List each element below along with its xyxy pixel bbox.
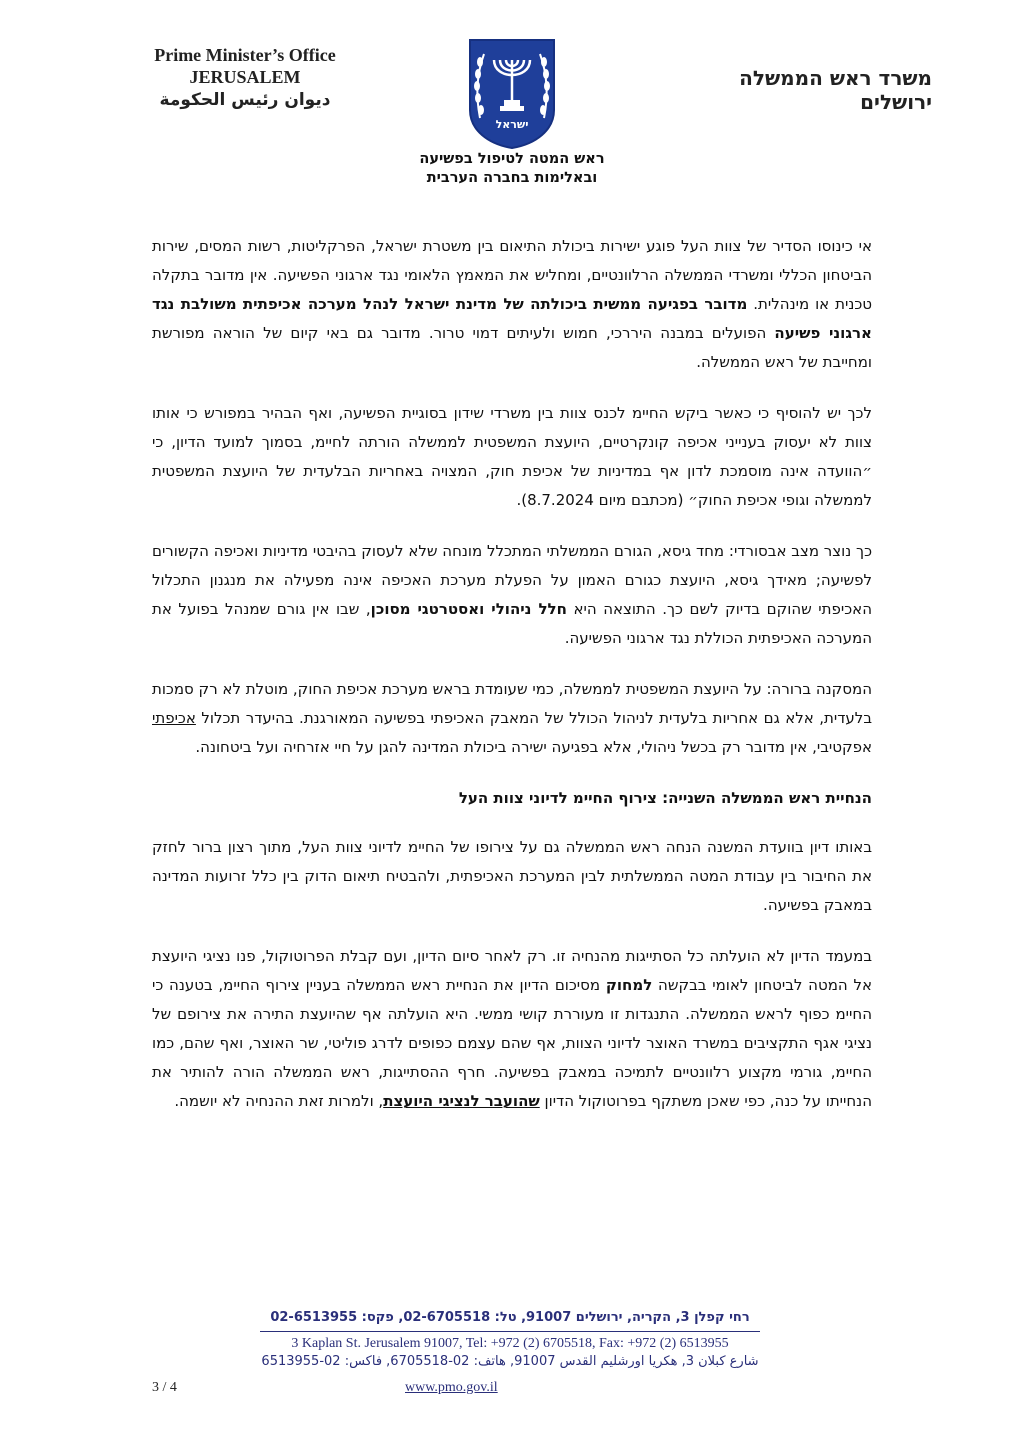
unit-title-line-2: ובאלימות בחברה הערבית — [426, 170, 598, 186]
p1-bold: מדובר בפגיעה ממשית ביכולתה של מדינת ישראל לנהל מערכה אכיפתית משולבת נגד ארגוני פשיעה — [152, 295, 872, 342]
emblem-text: ישראל — [495, 118, 529, 131]
unit-title — [392, 150, 632, 188]
letter-body — [152, 232, 872, 1138]
p4-text-c: אפקטיבי, אין מדובר רק בכשל ניהולי, אלא בפגיעה ישירה ביכולת המדינה להגן על חיי אזרחיה ועל ביטחונה. — [195, 738, 872, 756]
unit-title-line-1: ראש המטה לטיפול בפשיעה — [419, 151, 605, 167]
footer-divider — [260, 1331, 760, 1332]
paragraph-3 — [152, 537, 872, 653]
office-name-he: משרד ראש הממשלה — [739, 66, 932, 90]
footer-address-he: רחי קפלן 3, הקריה, ירושלים 91007, טל: 02-6705518, פקס: 02-6513955 — [270, 1310, 750, 1325]
p6-text-a: במעמד הדיון לא הועלתה כל הסתייגות מהנחיה זו. רק לאחר סיום הדיון, ועם קבלת הפרוטוקול, פנו נציגי היועצת אל המטה לביטחון לאומי בבקשה — [152, 947, 872, 994]
paragraph-6 — [152, 942, 872, 1116]
paragraph-1 — [152, 232, 872, 377]
website-link[interactable]: www.pmo.gov.il — [405, 1380, 498, 1395]
p4-text-a: המסקנה ברורה: על היועצת המשפטית לממשלה, כמי שעומדת בראש מערכת אכיפת החוק, מוטלת לא רק סמכות בלעדית, אלא גם אחריות בלעדית לניהול הכולל של המאבק האכיפתי בפשיעה המאורגנת. בהיעדר תכלול — [151, 680, 872, 727]
header-right-block — [732, 66, 932, 114]
p1-text-a: אי כינוסו הסדיר של צוות העל פוגע ישירות ביכולת התיאום בין משטרת ישראל, הפרקליטות, רשות המסים, שירות הביטחון הכללי ומשרדי הממשלה הרלוונטיים, ומחליש את המאמץ הלאומי נגד ארגוני הפשיעה. אין מדובר בתקלה טכנית או מינהלית. — [152, 237, 872, 313]
section-heading: הנחיית ראש הממשלה השנייה: צירוף החיימ לדיוני צוות העל — [458, 789, 872, 807]
office-name-en: Prime Minister’s Office — [154, 45, 336, 65]
footer-address-en: 3 Kaplan St. Jerusalem 91007, Tel: +972 (2) 6705518, Fax: +972 (2) 6513955 — [291, 1336, 729, 1351]
p4-underline: אכיפתי — [152, 709, 196, 727]
paragraph-5: באותו דיון בוועדת המשנה הנחה ראש הממשלה גם על צירופו של החיימ לדיוני צוות העל, מתוך רצון ברור לחזק את החיבור בין עבודת המטה הממשלתית לבין המערכת האכיפתית, ולהבטיח תיאום הדוק בין כלל זרועות המדינה במאבק בפשיעה. — [152, 838, 872, 914]
p6-bold: למחוק — [605, 976, 653, 994]
city-name-he: ירושלים — [860, 90, 932, 114]
p3-bold: חלל ניהולי ואסטרטגי מסוכן — [370, 600, 567, 618]
p6-text-e: , ולמרות זאת ההנחיה לא יושמה. — [174, 1092, 384, 1110]
p1-text-c: הפועלים במבנה היררכי, חמוש ולעיתים דמוי טרור. מדובר גם באי קיום של הוראה מפורשת ומחייבת של ראש הממשלה. — [152, 324, 872, 371]
p3-text-c: , שבו אין גורם שמנהל בפועל את המערכה האכיפתית הכוללת נגד ארגוני הפשיעה. — [152, 600, 872, 647]
paragraph-4 — [152, 675, 872, 762]
city-name-en: JERUSALEM — [189, 67, 301, 87]
state-emblem-icon — [466, 38, 558, 150]
page-number: 3 / 4 — [152, 1380, 177, 1395]
p3-text-a: כך נוצר מצב אבסורדי: מחד גיסא, הגורם הממשלתי המתכלל מונחה שלא לעסוק בהיבטי מדיניות ואכיפה הקשורים לפשיעה; מאידך גיסא, היועצת כגורם האמון על הפעלת מערכת האכיפה אינה מפעילה את מנגנון התכלול האכיפתי שהוקם בדיוק לשם כך. התוצאה היא — [152, 542, 873, 618]
footer-address — [250, 1308, 770, 1371]
office-name-ar: ديوان رئيس الحكومة — [159, 90, 331, 110]
paragraph-2: לכך יש להוסיף כי כאשר ביקש החיימ לכנס צוות בין משרדי שידון בסוגיית הפשיעה, ואף הבהיר במפורש כי אותו צוות לא יעסוק בענייני אכיפה קונקרטיים, היועצת המשפטית לממשלה הורתה לחיימ, בסמוך למועד הדיון, כי ״הוועדה אינה מוסמכת לדון אף במדיניות של אכיפת חוק, המצויה באחריות הבלעדית של היועצת המשפטית לממשלה וגופי אכיפת החוק״ (מכתבם מיום 8.7.2024). — [152, 404, 872, 509]
header-left-block — [140, 44, 350, 112]
p6-text-c: מסיכום הדיון את הנחיית ראש הממשלה בעניין צירוף החיימ, בטענה כי החיימ כפוף לראש הממשלה. התנגדות זו מעוררת קושי ממשי. היא הועלתה אף שהיועצת התירה את צירופם של נציגי אגף התקציבים במשרד האוצר לדיוני הצוות, אף שהם עצמם כפופים לדרג פוליטי, שר האוצר, ואף שהם, כמו החיימ, גורמי מקצוע רלוונטיים לתמיכה במאבק בפשיעה. חרף ההסתייגות, ראש הממשלה הורה להותיר את הנחייתו על כנה, כפי שאכן משתקף בפרוטוקול הדיון — [152, 976, 872, 1110]
footer-address-ar: شارع كبلان 3, هكريا اورشليم القدس 91007, هاتف: 02-6705518, فاكس: 02-6513955 — [261, 1354, 759, 1369]
p6-bold-underline: שהועבר לנציגי היועצת — [383, 1092, 540, 1110]
